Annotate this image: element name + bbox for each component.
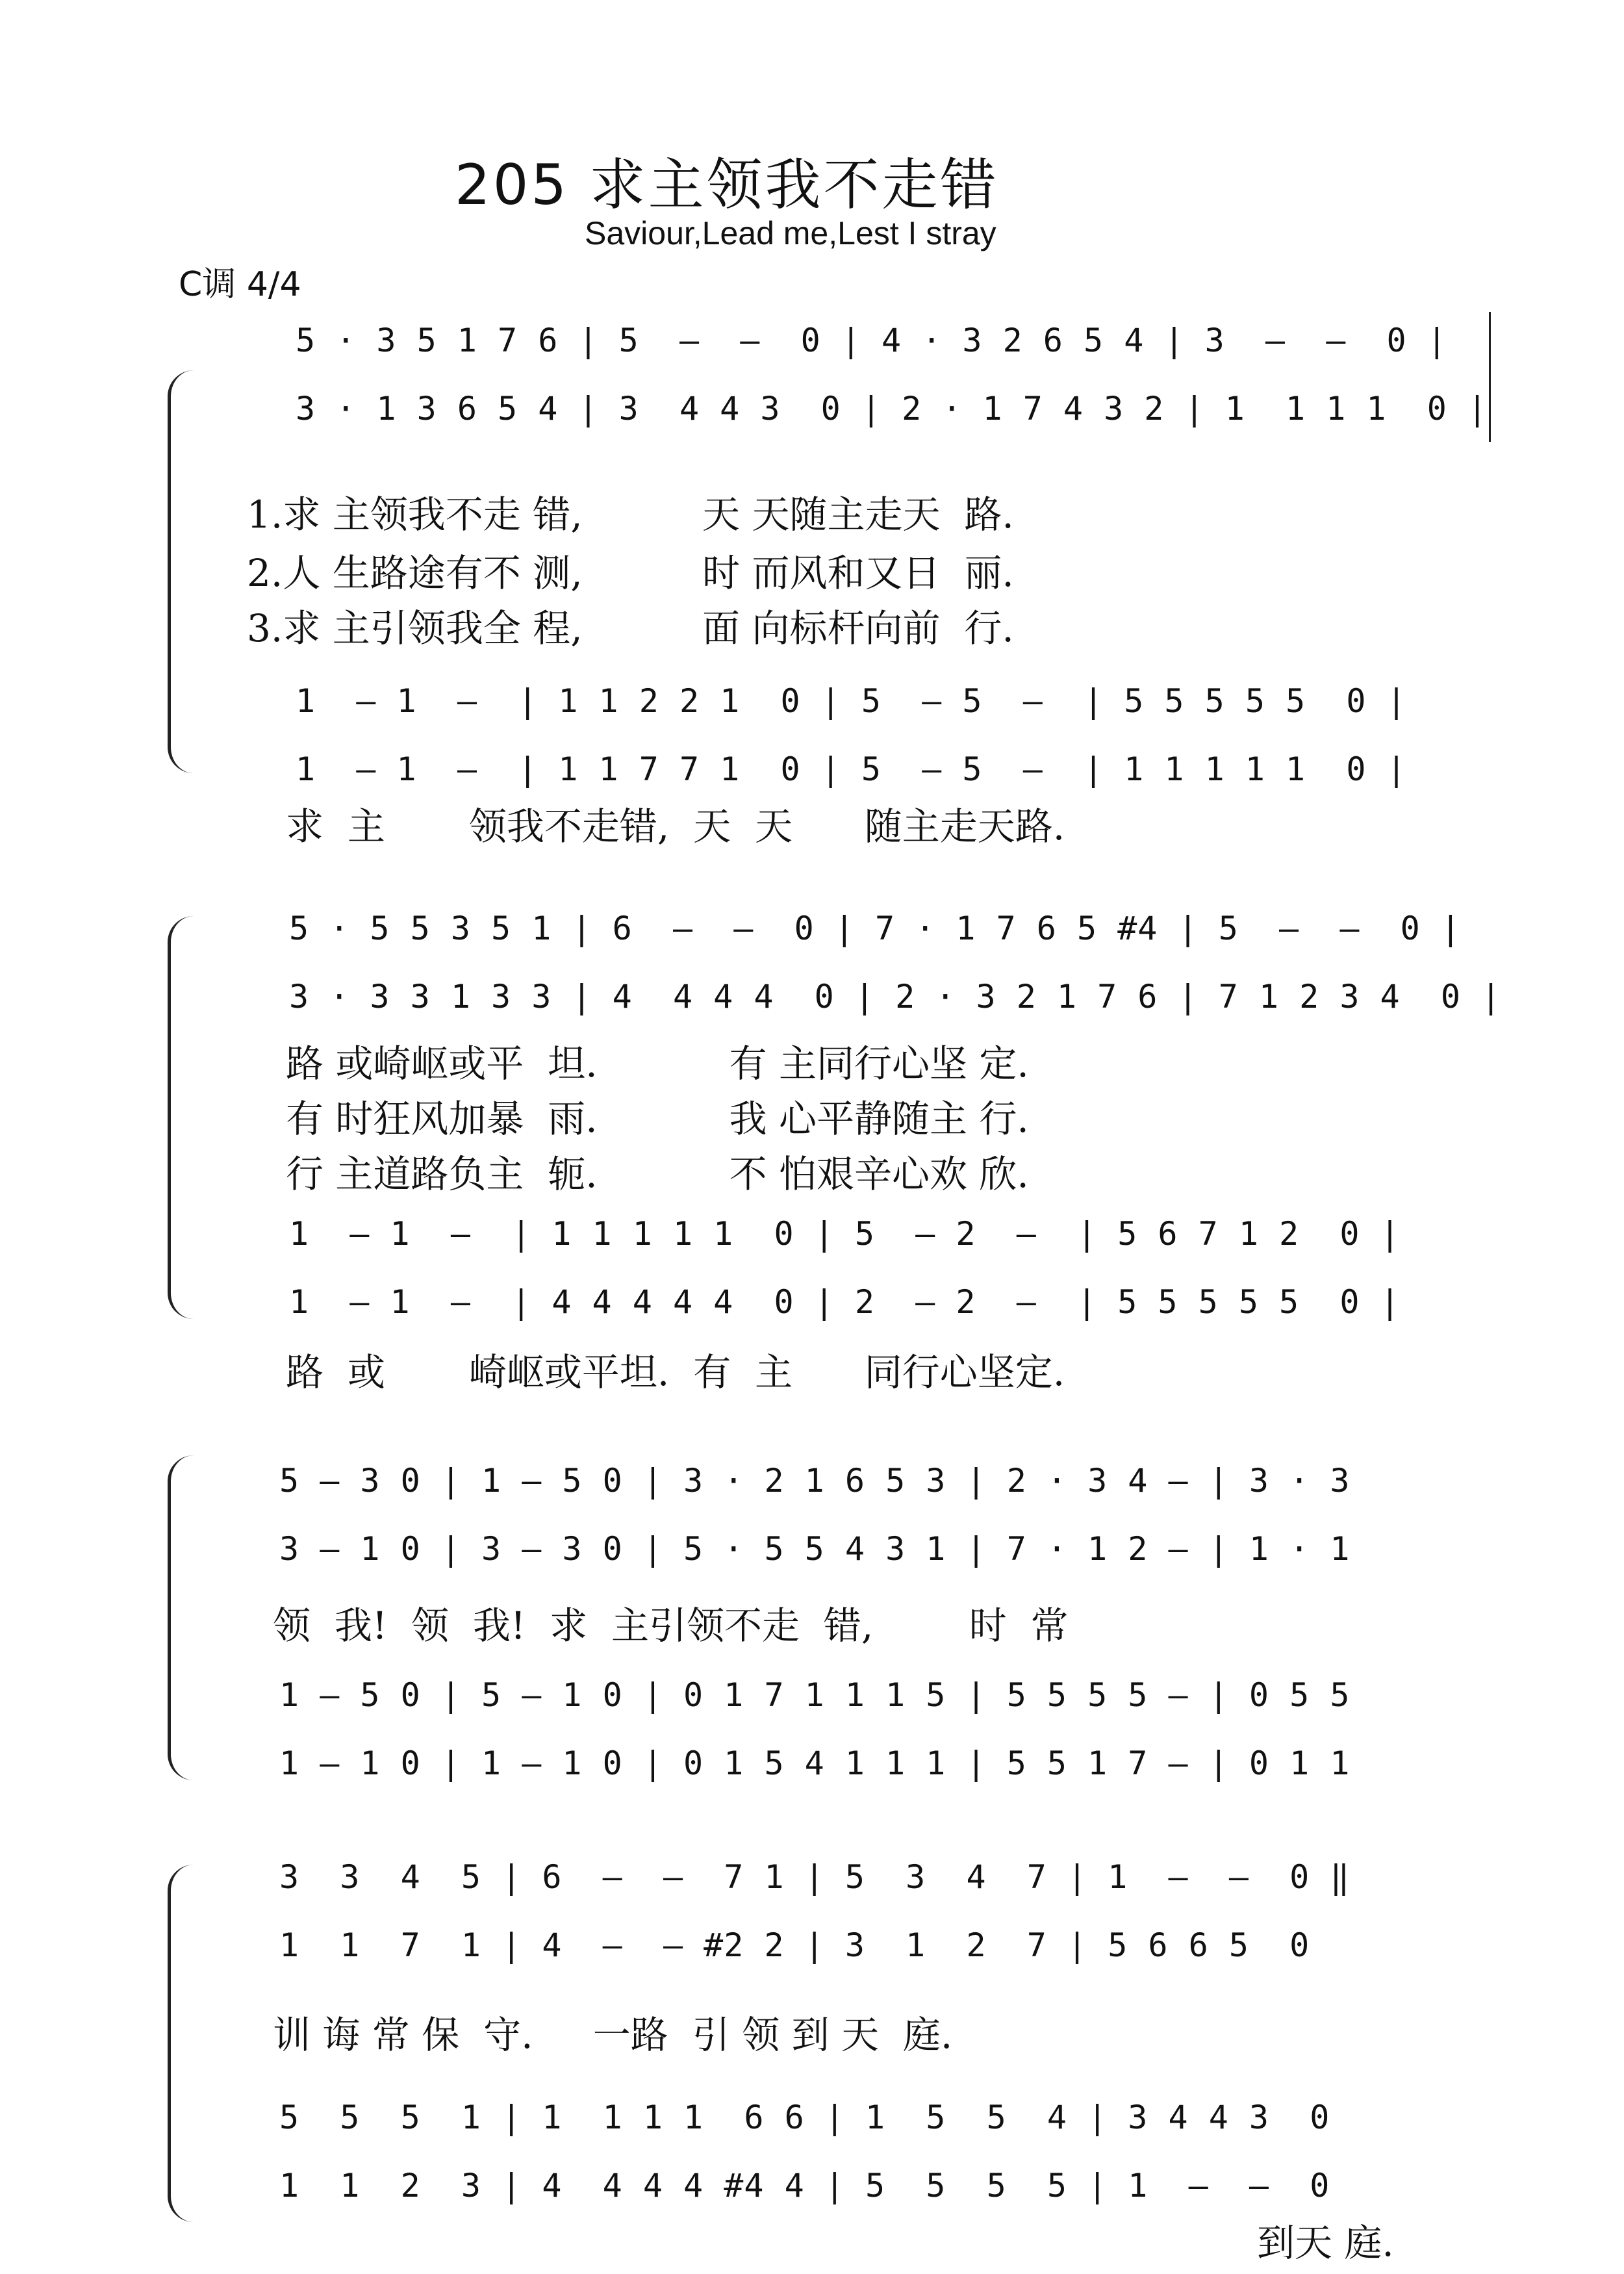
song-subtitle: Saviour,Lead me,Lest I stray: [585, 215, 996, 251]
sys4-end-lyrics: 到天 庭.: [1257, 2221, 1394, 2265]
sys3-tenor: 1 — 5 0 | 5 — 1 0 | 0 1 7 1 1 1 5 | 5 5 5 5 — | 0 5 5: [279, 1676, 1351, 1714]
sys1-verse-1: 1.求 主领我不走 错, 天 天随主走天 路.: [247, 492, 1014, 537]
sys3-lyrics: 领 我! 领 我! 求 主引领不走 错, 时 常: [273, 1603, 1069, 1648]
sys4-lyrics: 训 诲 常 保 守. 一路 引 领 到 天 庭.: [273, 2013, 953, 2057]
sys1-tenor: 1 — 1 — | 1 1 2 2 1 0 | 5 — 5 — | 5 5 5 5 5 0 |: [296, 682, 1407, 720]
sys4-bass: 1 1 2 3 | 4 4 4 4 #4 4 | 5 5 5 5 | 1 — — 0: [279, 2167, 1330, 2204]
system-1-end-bar: [1489, 312, 1491, 442]
sys4-tenor: 5 5 5 1 | 1 1 1 1 6 6 | 1 5 5 4 | 3 4 4 3 0: [279, 2099, 1330, 2136]
system-3-brace: [168, 1455, 197, 1780]
sys1-verse-2: 2.人 生路途有不 测, 时 而风和又日 丽.: [247, 551, 1014, 595]
sys4-soprano: 3 3 4 5 | 6 — — 7 1 | 5 3 4 7 | 1 — — 0 ‖: [279, 1858, 1351, 1896]
sys1-bass: 1 — 1 — | 1 1 7 7 1 0 | 5 — 5 — | 1 1 1 1 1 0 |: [296, 750, 1407, 788]
sys2-verse-3: 行 主道路负主 轭. 不 怕艰辛心欢 欣.: [286, 1152, 1029, 1196]
system-1-brace: [168, 370, 197, 773]
song-title: 205 求主领我不走错: [455, 153, 999, 218]
system-2-brace: [168, 916, 197, 1319]
sys1-soprano: 5 · 3 5 1 7 6 | 5 — — 0 | 4 · 3 2 6 5 4 | 3 — — 0 |: [296, 322, 1447, 359]
system-4-brace: [168, 1865, 197, 2222]
sys2-bass-lyrics: 路 或 崎岖或平坦. 有 主 同行心坚定.: [286, 1350, 1065, 1394]
sys2-soprano: 5 · 5 5 3 5 1 | 6 — — 0 | 7 · 1 7 6 5 #4 | 5 — — 0 |: [289, 910, 1461, 947]
sys2-bass: 1 — 1 — | 4 4 4 4 4 0 | 2 — 2 — | 5 5 5 5 5 0 |: [289, 1283, 1401, 1321]
sys3-bass: 1 — 1 0 | 1 — 1 0 | 0 1 5 4 1 1 1 | 5 5 1 7 — | 0 1 1: [279, 1744, 1351, 1782]
sys1-bass-lyrics: 求 主 领我不走错, 天 天 随主走天路.: [286, 804, 1065, 849]
key-signature: C调 4/4: [179, 265, 301, 304]
sys1-alto: 3 · 1 3 6 5 4 | 3 4 4 3 0 | 2 · 1 7 4 3 2 | 1 1 1 1 0 |: [296, 390, 1488, 428]
sys3-soprano: 5 — 3 0 | 1 — 5 0 | 3 · 2 1 6 5 3 | 2 · 3 4 — | 3 · 3: [279, 1462, 1351, 1500]
sys1-verse-3: 3.求 主引领我全 程, 面 向标杆向前 行.: [247, 606, 1014, 650]
sys4-alto: 1 1 7 1 | 4 — — #2 2 | 3 1 2 7 | 5 6 6 5 0: [279, 1926, 1310, 1964]
sys3-alto: 3 — 1 0 | 3 — 3 0 | 5 · 5 5 4 3 1 | 7 · 1 2 — | 1 · 1: [279, 1530, 1351, 1568]
sys2-tenor: 1 — 1 — | 1 1 1 1 1 0 | 5 — 2 — | 5 6 7 1 2 0 |: [289, 1215, 1401, 1253]
sys2-verse-1: 路 或崎岖或平 坦. 有 主同行心坚 定.: [286, 1041, 1029, 1086]
sys2-alto: 3 · 3 3 1 3 3 | 4 4 4 4 0 | 2 · 3 2 1 7 6 | 7 1 2 3 4 0 |: [289, 978, 1502, 1016]
sys2-verse-2: 有 时狂风加暴 雨. 我 心平静随主 行.: [286, 1097, 1029, 1141]
